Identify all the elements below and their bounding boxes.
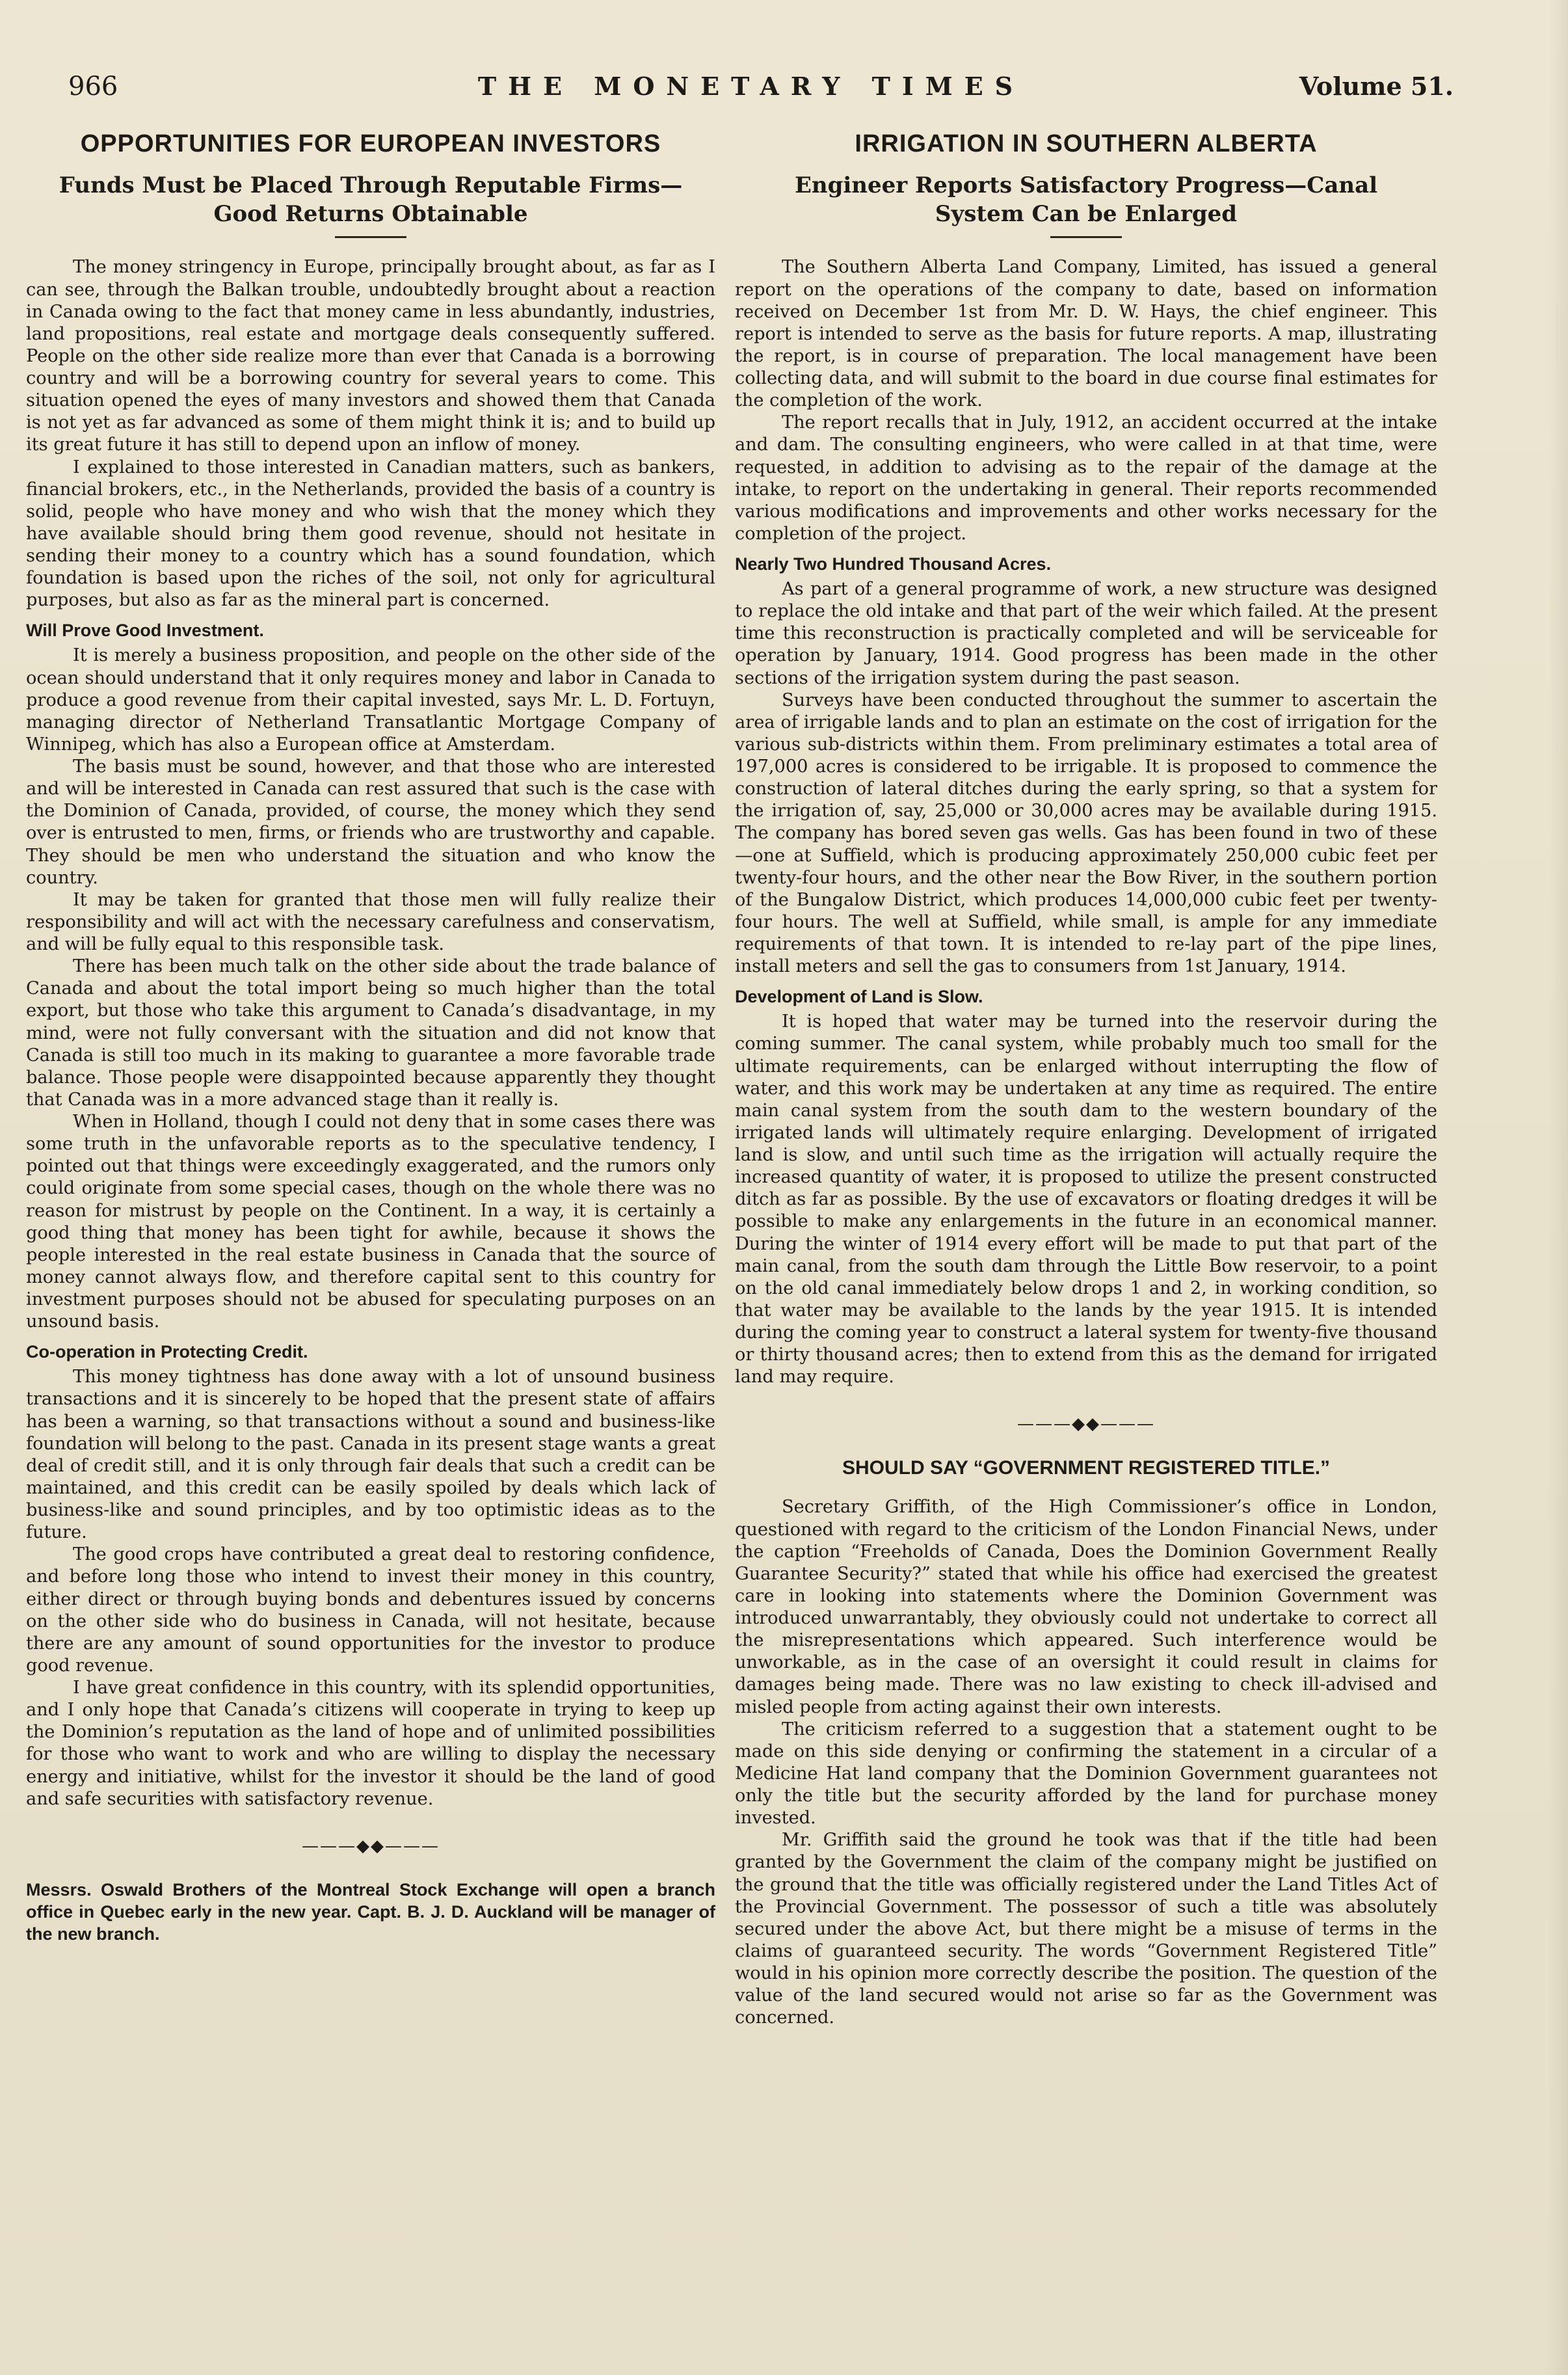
left-subhead: Funds Must be Placed Through Reputable Firms—Good Returns Obtainable [59,172,683,228]
paragraph: Surveys have been conducted throughout the summer to ascertain the area of irrigable lands and to plan an estimate on the cost of irrigation for the various sub-districts within them. From preliminary estimates a total area of 197,000 acres is considered to be irrigable. It is proposed to commence the construction of lateral ditches during the early spring, so that a system for the irrigation of, say, 25,000 or 30,000 acres may be available during 1915. The company has bored seven gas wells. Gas has been found in two of these—one at Suffield, which is producing approximately 250,000 cubic feet per twenty-four hours, and the other near the Bow River, in the southern portion of the Bungalow District, which produces 14,000,000 cubic feet per twenty-four hours. The well at Suffield, while small, is ample for any immediate requirements of that town. It is intended to re-lay part of the pipe lines, install meters and sell the gas to consumers from 1st January, 1914. [735,690,1437,977]
paragraph: The good crops have contributed a great deal to restoring confidence, and before long those who intend to invest their money in this country, either direct or through buying bonds and debentures issued by concerns on the other side who do business in Canada, will not hesitate, because there are any amount of sound opportunities for the investor to produce good revenue. [26,1544,715,1676]
paragraph: The basis must be sound, however, and that those who are interested and will be interested in Canada can rest assured that such is the case with the Dominion of Canada, provided, of course, the money which they send over is entrusted to men, firms, or friends who are trustworthy and capable. They should be men who understand the situation and who know the country. [26,757,715,888]
right-headline: IRRIGATION IN SOUTHERN ALBERTA [855,130,1318,157]
paragraph: As part of a general programme of work, a new structure was designed to replace the old intake and that part of the weir which failed. At the present time this reconstruction is practically completed and will be serviceable for operation by January, 1914. Good progress has been made in the other sections of the irrigation system during the past season. [735,579,1437,688]
divider-rule [335,236,406,238]
divider-rule [1050,236,1122,238]
page-number: 966 [68,72,118,101]
paragraph: Messrs. Oswald Brothers of the Montreal Stock Exchange will open a branch office in Quebec early in the new year. Capt. B. J. D. Auckland will be manager of the new branch. [26,1879,715,1944]
page-header [49,72,1454,111]
section-heading: Will Prove Good Investment. [26,621,264,641]
volume-label: Volume 51. [1299,72,1454,101]
paragraph: I explained to those interested in Canadian matters, such as bankers, financial brokers, etc., in the Netherlands, provided the basis of a country is solid, people who have money and who wish that the money which they have available should bring them good revenue, should not hesitate in sending their money to a country which has a sound foundation, which foundation is based upon the riches of the soil, not only for agricultural purposes, but also as far as the mineral part is concerned. [26,457,715,611]
brief-note [26,1879,715,1946]
section-heading: Development of Land is Slow. [735,987,983,1007]
ornament-divider: ———◆◆——— [1017,1414,1155,1434]
paragraph: The money stringency in Europe, principally brought about, as far as I can see, through the Balkan trouble, undoubtedly brought about a reaction in Canada owing to the fact that money came in less abundantly, industries, land propositions, real estate and mortgage deals consequently suffered. People on the other side realize more than ever that Canada is a borrowing country and will be a borrowing country for several years to come. This situation opened the eyes of many investors and showed them that Canada is not yet as far advanced as some of them might think it is; and to build up its great future it has still to depend upon an inflow of money. [26,257,715,455]
ornament-divider: ———◆◆——— [302,1836,440,1856]
masthead-title: THE MONETARY TIMES [477,72,1025,101]
page-edge-shadow [1548,0,1568,2375]
paragraph: It may be taken for granted that those men will fully realize their responsibility and will act with the necessary carefulness and conservatism, and will be fully equal to this responsible task. [26,889,715,954]
paragraph: There has been much talk on the other side about the trade balance of Canada and about the total import being so much higher than the total export, but those who take this argument to Canada’s disadvantage, in my mind, were not fully conversant with the situation and did not know that Canada is still too much in its making to guarantee a more favorable trade balance. Those people were disappointed because apparently they thought that Canada was in a more advanced stage than it really is. [26,956,715,1110]
paragraph: It is hoped that water may be turned into the reservoir during the coming summer. The canal system, while probably much too small for the ultimate requirements, can be enlarged without interrupting the flow of water, and this work may be undertaken at any time as required. The entire main canal system from the south dam to the western boundary of the irrigated lands will ultimately require enlarging. Development of irrigated land is slow, and until such time as the irrigation will actually require the increased quantity of water, it is proposed to utilize the present constructed ditch as far as possible. By the use of excavators or floating dredges it will be possible to make any enlargements in the future in an economical manner. During the winter of 1914 every effort will be made to put that part of the main canal, from the south dam through the Little Bow reservoir, to a point on the old canal immediately below drops 1 and 2, in working condition, so that water may be available to the lands by the year 1915. It is intended during the coming year to construct a lateral system for twenty-five thousand or thirty thousand acres; then to extend from this as the demand for irrigated land may require. [735,1012,1437,1388]
paragraph: Secretary Griffith, of the High Commissioner’s office in London, questioned with regard to the criticism of the London Financial News, under the caption “Freeholds of Canada, Does the Dominion Government Really Guarantee Security?” stated that while his office had exercised the greatest care in looking into statements where the Dominion Government was introduced unwarrantably, they obviously could not undertake to correct all the misrepresentations which appeared. Such interference would be unworkable, as in the case of an oversight it could result in claims for damages being made. There was no law existing to check ill-advised and misled people from acting against their own interests. [735,1497,1437,1717]
right-article-body [735,256,1437,2029]
paragraph: The Southern Alberta Land Company, Limited, has issued a general report on the operations of the company to date, based on information received on December 1st from Mr. D. W. Hays, the chief engineer. This report is intended to serve as the basis for future reports. A map, illustrating the report, is in course of preparation. The local management have been collecting data, and will submit to the board in due course final estimates for the completion of the work. [735,257,1437,411]
right-subhead: Engineer Reports Satisfactory Progress—Canal System Can be Enlarged [794,172,1378,228]
left-article-body [26,256,715,1945]
paragraph: This money tightness has done away with a lot of unsound business transactions and it is sincerely to be hoped that the present state of affairs has been a warning, so that transactions without a sound and business-like foundation will belong to the past. Canada in its present stage wants a great deal of credit still, and it is only through fair deals that such a credit can be maintained, and this credit can be easily spoiled by deals which lack of business-like and sound principles, and by too optimistic ideas as to the future. [26,1367,715,1543]
paragraph: I have great confidence in this country, with its splendid opportunities, and I only hope that Canada’s citizens will cooperate in trying to keep up the Dominion’s reputation as the land of hope and of unlimited possibilities for those who want to work and who are willing to display the necessary energy and initiative, whilst for the investor it should be the land of good and safe securities with satisfactory revenue. [26,1678,715,1809]
paragraph: The report recalls that in July, 1912, an accident occurred at the intake and dam. The consulting engineers, who were called in at that time, were requested, in addition to advising as to the repair of the damage at the intake, to report on the undertaking in general. Their reports recommended various modifications and improvements and other works necessary for the completion of the project. [735,412,1437,544]
right-column [735,124,1437,2029]
paragraph: It is merely a business proposition, and people on the other side of the ocean should understand that it only requires money and labor in Canada to produce a good revenue from their capital invested, says Mr. L. D. Fortuyn, managing director of Netherland Transatlantic Mortgage Company of Winnipeg, which has also a European office at Amsterdam. [26,645,715,755]
paragraph: The criticism referred to a suggestion that a statement ought to be made on this side denying or confirming the statement in a circular of a Medicine Hat land company that the Dominion Government guarantees not only the title but the security afforded by the land for purchase money invested. [735,1719,1437,1829]
left-headline: OPPORTUNITIES FOR EUROPEAN INVESTORS [80,130,661,157]
box-headline: SHOULD SAY “GOVERNMENT REGISTERED TITLE.” [842,1457,1331,1479]
left-column [26,124,715,1945]
section-heading: Co-operation in Protecting Credit. [26,1342,308,1362]
paragraph: When in Holland, though I could not deny that in some cases there was some truth in the unfavorable reports as to the speculative tendency, I pointed out that things were exceedingly exaggerated, and the rumors only could originate from some special cases, though on the whole there was no reason for mistrust by people on the Continent. In a way, it is certainly a good thing that money has been tight for awhile, because it shows the people interested in the real estate business in Canada that the source of money cannot always flow, and therefore capital sent to this country for investment purposes should not be abused for speculating purposes on an unsound basis. [26,1112,715,1332]
section-heading: Nearly Two Hundred Thousand Acres. [735,554,1052,574]
paragraph: Mr. Griffith said the ground he took was that if the title had been granted by the Government the claim of the company might be justified on the ground that the title was officially registered under the Land Titles Act of the Provincial Government. The possessor of such a title was absolutely secured under the above Act, but there might be a misuse of terms in the claims of guaranteed security. The words “Government Registered Title” would in his opinion more correctly describe the position. The question of the value of the land secured would not arise so far as the Government was concerned. [735,1830,1437,2028]
